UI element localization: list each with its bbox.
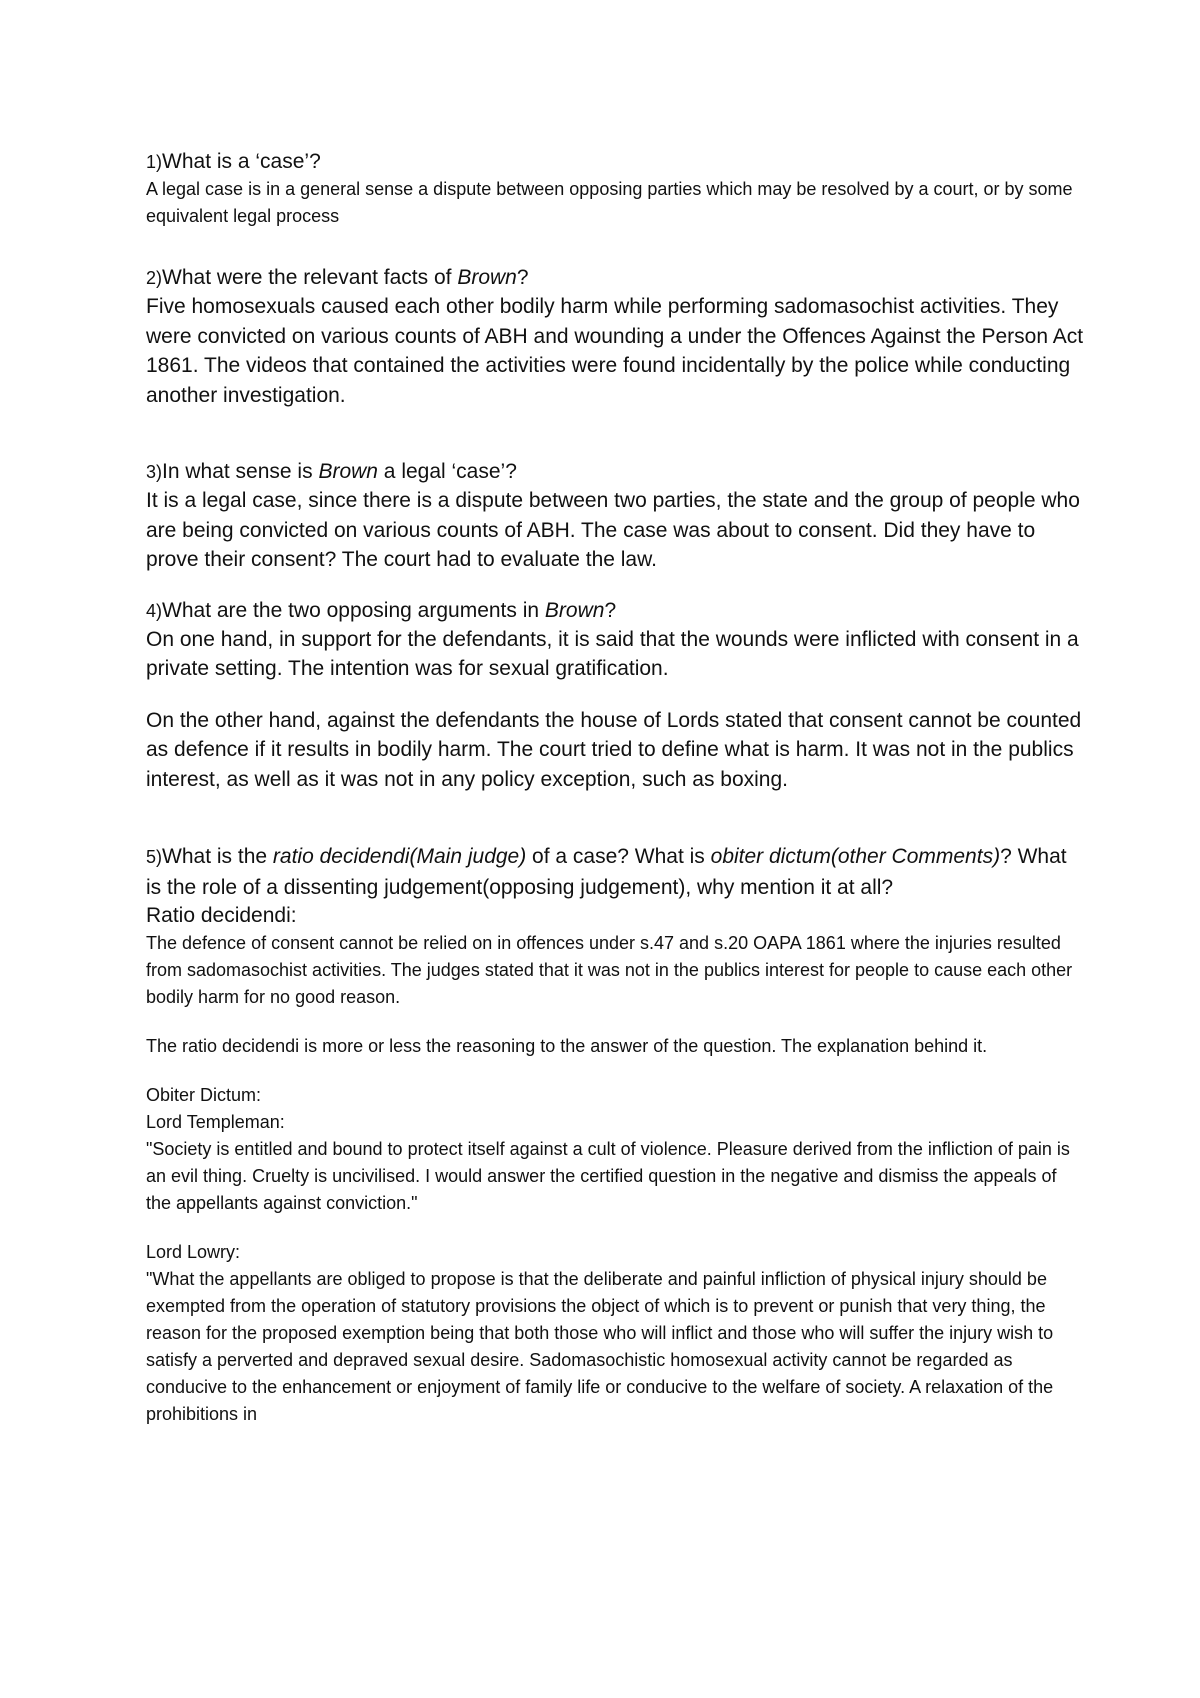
- question-3-answer: It is a legal case, since there is a dispute between two parties, the state and the group of people who are being convicted on various counts of ABH. The case was about to consent. Did they have to prove their consent? The court had to evaluate the law.: [146, 489, 1080, 571]
- lord-templeman-name: Lord Templeman:: [146, 1112, 285, 1132]
- question-5-title-part-1: What is the: [162, 845, 273, 868]
- question-4-title-end: ?: [604, 598, 617, 622]
- ratio-decidendi-explanation: The ratio decidendi is more or less the reasoning to the answer of the question. The explanation behind it.: [146, 1036, 988, 1056]
- question-1-title: What is a ‘case’?: [162, 150, 321, 173]
- question-4-answer-defendants: On one hand, in support for the defendants, it is said that the wounds were inflicted with consent in a private setting. The intention was for sexual gratification.: [146, 627, 1079, 680]
- document-body: [146, 148, 1086, 1428]
- question-4-answer-lords: On the other hand, against the defendants the house of Lords stated that consent cannot be counted as defence if it results in bodily harm. The court tried to define what is harm. It was not in the publics interest, as well as it was not in any policy exception, such as boxing.: [146, 708, 1082, 791]
- question-2-title-end: ?: [516, 266, 529, 289]
- question-3-number: 3): [146, 462, 163, 482]
- question-3-title-start: In what sense is: [162, 460, 319, 483]
- question-4-number: 4): [146, 600, 163, 621]
- question-5-title-obiter-term: obiter dictum(other Comments): [710, 845, 1001, 868]
- lord-lowry-name: Lord Lowry:: [146, 1242, 241, 1262]
- question-2-number: 2): [146, 268, 163, 288]
- question-3-heading: [146, 458, 1086, 486]
- question-3-title-case-name: Brown: [318, 460, 378, 483]
- ratio-decidendi-heading: Ratio decidendi:: [146, 904, 297, 927]
- question-1-answer: A legal case is in a general sense a dispute between opposing parties which may be resolved by a court, or by some equivalent legal process: [146, 179, 1073, 226]
- question-1-heading: [146, 148, 1086, 176]
- question-2-answer: Five homosexuals caused each other bodily harm while performing sadomasochist activities. They were convicted on various counts of ABH and wounding a under the Offences Against the Person Act 1861. The videos that contained the activities were found incidentally by the police while conducting another investigation.: [146, 295, 1084, 407]
- question-4-heading: [146, 597, 1086, 625]
- question-2-title-case-name: Brown: [457, 266, 517, 289]
- question-5-title-part-2: of a case? What is: [526, 845, 711, 868]
- question-2-heading: [146, 264, 1086, 292]
- question-3-title-end: a legal ‘case’?: [377, 460, 517, 483]
- lord-templeman-quote: "Society is entitled and bound to protect itself against a cult of violence. Pleasure derived from the infliction of pain is an evil thing. Cruelty is uncivilised. I would answer the certified question in the negative and dismiss the appeals of the appellants against conviction.": [146, 1139, 1070, 1213]
- question-5-heading: [146, 842, 1086, 902]
- ratio-decidendi-text: The defence of consent cannot be relied on in offences under s.47 and s.20 OAPA 1861 where the injuries resulted from sadomasochist activities. The judges stated that it was not in the publics interest for people to cause each other bodily harm for no good reason.: [146, 933, 1073, 1007]
- question-5-title-part-3: ? What is the role of a dissenting judgement(opposing judgement), why mention it at all?: [146, 845, 1067, 899]
- lord-lowry-quote: "What the appellants are obliged to propose is that the deliberate and painful infliction of physical injury should be exempted from the operation of statutory provisions the object of which is to prevent or punish that very thing, the reason for the proposed exemption being that both those who will inflict and those who will suffer the injury wish to satisfy a perverted and depraved sexual desire. Sadomasochistic homosexual activity cannot be regarded as conducive to the enhancement or enjoyment of family life or conducive to the welfare of society. A relaxation of the prohibitions in: [146, 1269, 1054, 1424]
- question-4-title-case-name: Brown: [544, 598, 605, 622]
- question-5-number: 5): [146, 847, 163, 867]
- question-4-title-start: What are the two opposing arguments in: [162, 598, 545, 622]
- question-1-number: 1): [146, 152, 163, 172]
- question-5-title-ratio-term: ratio decidendi(Main judge): [272, 845, 527, 868]
- question-2-title-start: What were the relevant facts of: [162, 266, 458, 289]
- obiter-dictum-heading: Obiter Dictum:: [146, 1085, 262, 1105]
